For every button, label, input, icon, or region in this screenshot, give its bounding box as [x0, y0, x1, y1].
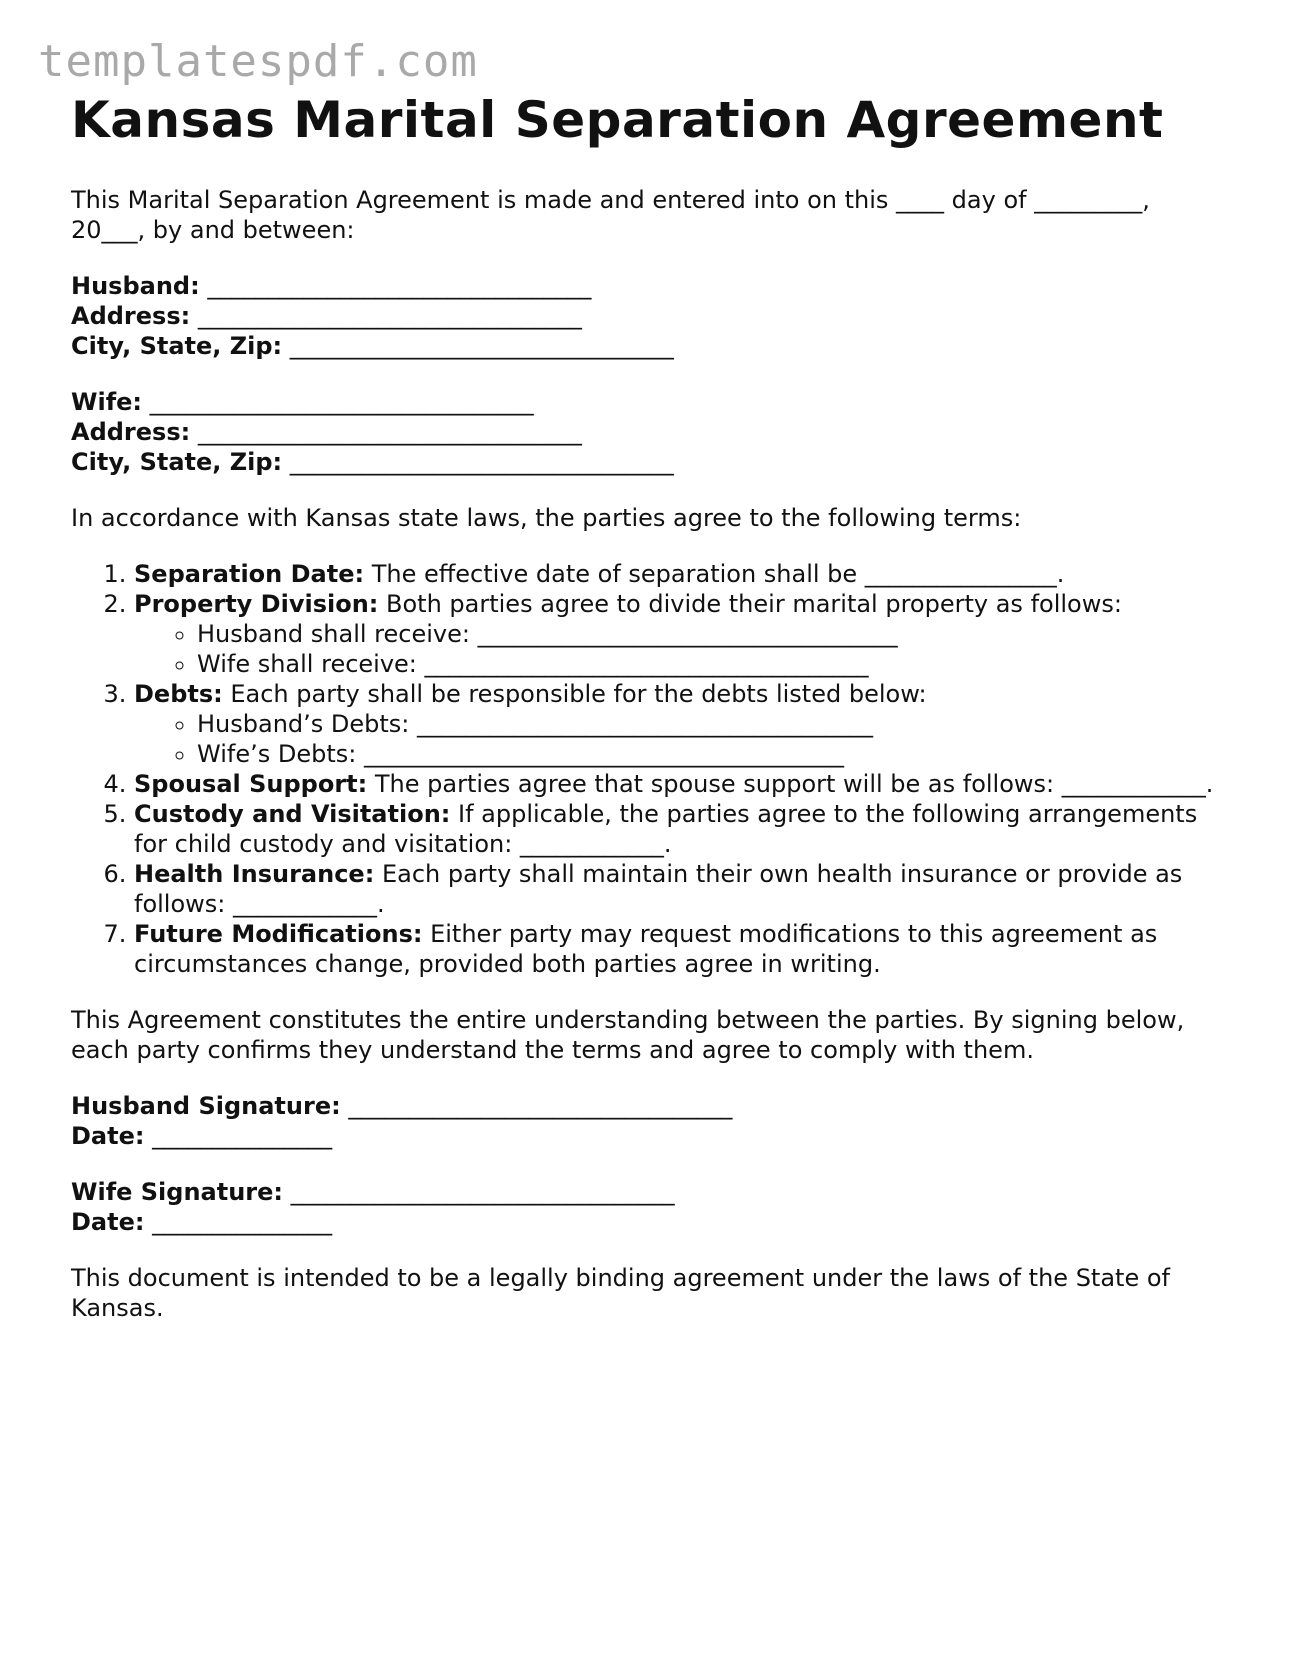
term-item	[134, 589, 1231, 679]
wife-address-field[interactable]: ________________________________	[197, 418, 582, 446]
husband-city-label: City, State, Zip:	[71, 332, 283, 360]
husband-name-line	[71, 271, 1231, 301]
wife-city-line	[71, 447, 1231, 477]
document-title: Kansas Marital Separation Agreement	[71, 91, 1164, 149]
term-heading: Debts:	[134, 680, 223, 708]
footer-paragraph: This document is intended to be a legally binding agreement under the laws of the State of Kansas.	[71, 1264, 1170, 1322]
term-sublist	[134, 709, 1231, 769]
husband-city-line	[71, 331, 1231, 361]
term-text: Each party shall be responsible for the debts listed below:	[222, 680, 927, 708]
wife-name-label: Wife:	[71, 388, 143, 416]
term-heading: Custody and Visitation:	[134, 800, 451, 828]
husband-date-line	[71, 1121, 1231, 1151]
document-page	[71, 90, 1231, 1323]
husband-info-block	[71, 271, 1231, 361]
term-subitem: ◦ Husband’s Debts: ______________________________________	[197, 709, 1231, 739]
wife-signature-field[interactable]: ________________________________	[290, 1178, 675, 1206]
wife-address-line	[71, 417, 1231, 447]
term-item	[134, 769, 1231, 799]
husband-date-label: Date:	[71, 1122, 145, 1150]
wife-signature-line	[71, 1177, 1231, 1207]
watermark: templatespdf.com	[38, 36, 478, 87]
terms-intro: In accordance with Kansas state laws, the parties agree to the following terms:	[71, 504, 1022, 532]
husband-signature-line	[71, 1091, 1231, 1121]
term-text: The effective date of separation shall be ________________.	[364, 560, 1065, 588]
wife-date-field[interactable]: _______________	[152, 1208, 333, 1236]
term-heading: Separation Date:	[134, 560, 365, 588]
wife-name-line	[71, 387, 1231, 417]
term-text: Both parties agree to divide their marital property as follows:	[378, 590, 1122, 618]
husband-signature-field[interactable]: ________________________________	[348, 1092, 733, 1120]
terms-list	[71, 559, 1231, 979]
husband-city-field[interactable]: ________________________________	[289, 332, 674, 360]
term-subitem: ◦ Wife’s Debts: ________________________________________	[197, 739, 1231, 769]
term-item	[134, 919, 1231, 979]
term-heading: Health Insurance:	[134, 860, 375, 888]
term-item	[134, 559, 1231, 589]
wife-city-field[interactable]: ________________________________	[289, 448, 674, 476]
term-sublist	[134, 619, 1231, 679]
term-item	[134, 679, 1231, 769]
term-text: Either party may request modifications to this agreement as circumstances change, provided both parties agree in writing.	[134, 920, 1158, 978]
term-subitem: ◦ Wife shall receive: _____________________________________	[197, 649, 1231, 679]
wife-city-label: City, State, Zip:	[71, 448, 283, 476]
term-heading: Property Division:	[134, 590, 379, 618]
husband-name-field[interactable]: ________________________________	[207, 272, 592, 300]
wife-date-label: Date:	[71, 1208, 145, 1236]
term-subitem: ◦ Husband shall receive: ___________________________________	[197, 619, 1231, 649]
term-text: Each party shall maintain their own health insurance or provide as follows: ____________.	[134, 860, 1183, 918]
husband-date-field[interactable]: _______________	[152, 1122, 333, 1150]
wife-date-line	[71, 1207, 1231, 1237]
wife-info-block	[71, 387, 1231, 477]
husband-signature-label: Husband Signature:	[71, 1092, 341, 1120]
term-heading: Future Modifications:	[134, 920, 423, 948]
husband-address-line	[71, 301, 1231, 331]
term-text: The parties agree that spouse support will be as follows: ____________.	[367, 770, 1214, 798]
husband-name-label: Husband:	[71, 272, 200, 300]
term-item	[134, 859, 1231, 919]
wife-name-field[interactable]: ________________________________	[149, 388, 534, 416]
intro-paragraph: This Marital Separation Agreement is made and entered into on this ____ day of _________, 20___, by and between:	[71, 186, 1150, 244]
wife-signature-label: Wife Signature:	[71, 1178, 284, 1206]
husband-address-label: Address:	[71, 302, 191, 330]
closing-paragraph: This Agreement constitutes the entire understanding between the parties. By signing below, each party confirms they understand the terms and agree to comply with them.	[71, 1006, 1185, 1064]
term-text: If applicable, the parties agree to the following arrangements for child custody and visitation: ____________.	[134, 800, 1198, 858]
term-heading: Spousal Support:	[134, 770, 368, 798]
wife-address-label: Address:	[71, 418, 191, 446]
husband-address-field[interactable]: ________________________________	[197, 302, 582, 330]
wife-signature-block	[71, 1177, 1231, 1237]
term-item	[134, 799, 1231, 859]
husband-signature-block	[71, 1091, 1231, 1151]
